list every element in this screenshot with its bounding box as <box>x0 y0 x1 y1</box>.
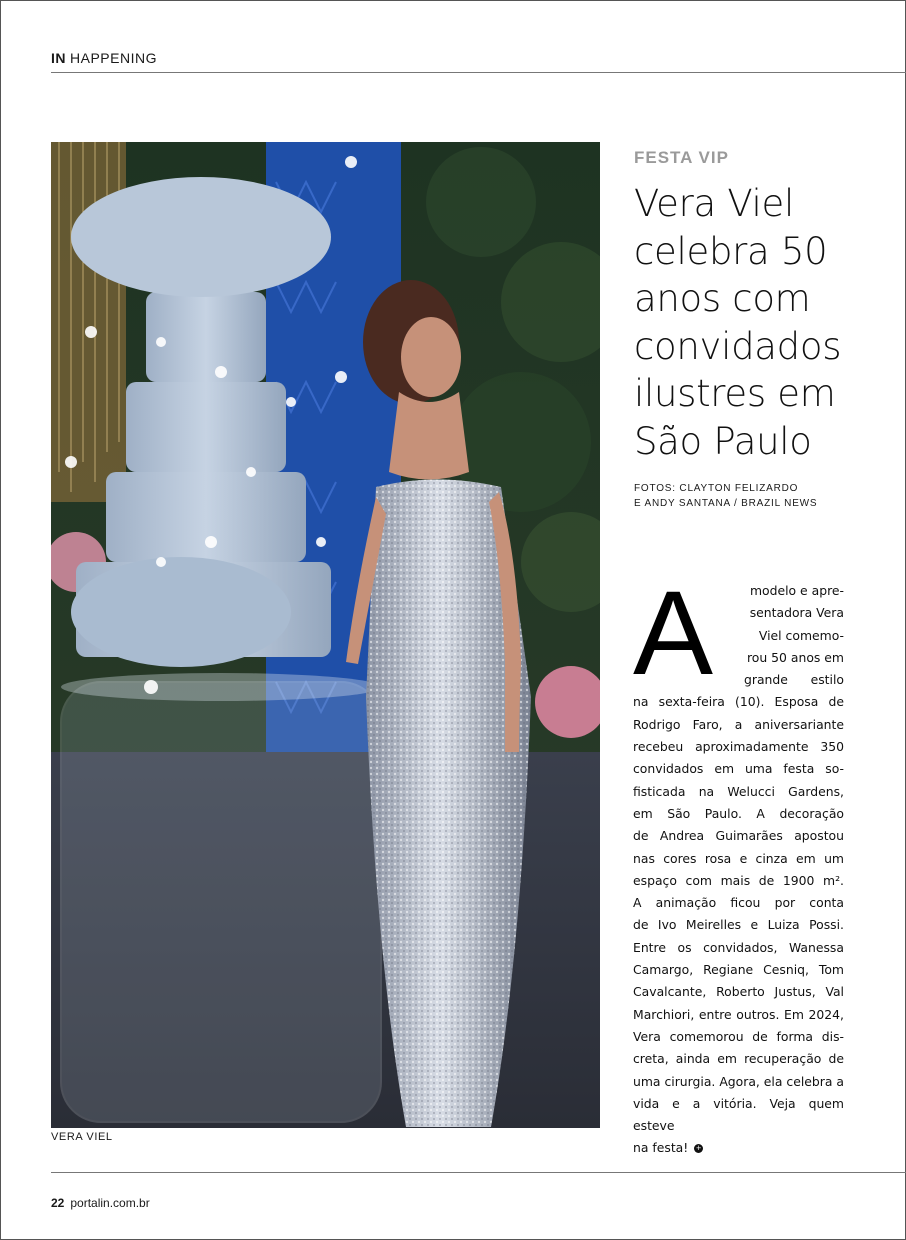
credits-line: FOTOS: CLAYTON FELIZARDO <box>634 483 799 494</box>
body-line: convidados em uma festa so- <box>633 761 844 777</box>
magazine-brand: IN <box>51 50 66 66</box>
article-headline <box>634 180 874 465</box>
body-line: rou 50 anos em <box>746 649 844 665</box>
article-body <box>633 566 844 1160</box>
body-line: em São Paulo. A decoração <box>633 805 844 821</box>
body-line: Rodrigo Faro, a aniversariante <box>633 716 844 732</box>
section-name: HAPPENING <box>70 50 157 66</box>
headline-line: anos com <box>634 277 811 320</box>
page-number: 22 <box>51 1196 65 1210</box>
plus-circle-icon: + <box>695 1144 702 1153</box>
body-line: Vera comemorou de forma dis- <box>633 1028 844 1044</box>
headline-line: convidados <box>634 324 842 368</box>
body-line: grande estilo <box>744 672 844 688</box>
footer-divider <box>51 1172 906 1173</box>
article-photo <box>51 142 600 1128</box>
photo-credits <box>634 481 817 511</box>
body-line: Marchiori, entre outros. Em 2024, <box>633 1006 844 1022</box>
body-line: A animação ficou por conta <box>633 895 844 911</box>
headline-line: São Paulo <box>634 419 812 463</box>
body-line: na festa! <box>633 1140 689 1156</box>
body-last-line <box>633 1137 844 1159</box>
photo-illustration <box>51 142 600 1128</box>
body-line: na sexta-feira (10). Esposa de <box>633 694 844 710</box>
body-line: vida e a vitória. Veja quem esteve <box>633 1095 844 1134</box>
body-line: Cavalcante, Roberto Justus, Val <box>633 984 844 1000</box>
headline-line: Vera Viel <box>634 182 794 225</box>
body-line: modelo e apre- <box>749 583 844 598</box>
headline-line: ilustres em <box>634 372 836 415</box>
body-line: fisticada na Welucci Gardens, <box>633 783 844 799</box>
body-line: sentadora Vera <box>749 605 844 621</box>
photo-caption: VERA VIEL <box>51 1131 113 1143</box>
site-url: portalin.com.br <box>70 1196 150 1210</box>
header-divider <box>51 72 906 73</box>
headline-line: celebra 50 <box>634 229 828 273</box>
body-line: de Ivo Meirelles e Luiza Possi. <box>633 917 844 933</box>
body-line: Entre os convidados, Wanessa <box>633 939 844 955</box>
body-line: Viel comemo- <box>758 627 844 643</box>
body-line: uma cirurgia. Agora, ela celebra a <box>633 1073 844 1089</box>
section-header <box>51 50 157 66</box>
body-line: de Andrea Guimarães apostou <box>633 828 844 844</box>
body-line: recebeu aproximadamente 350 <box>633 739 844 755</box>
drop-cap: A <box>633 566 714 700</box>
body-line: nas cores rosa e cinza em um <box>633 850 844 866</box>
credits-line: E ANDY SANTANA / BRAZIL NEWS <box>634 498 818 509</box>
page-footer <box>51 1196 150 1210</box>
body-line: Camargo, Regiane Cesniq, Tom <box>633 962 844 978</box>
body-line: espaço com mais de 1900 m². <box>633 872 844 888</box>
article-kicker: FESTA VIP <box>634 148 729 167</box>
body-line: creta, ainda em recuperação de <box>633 1051 844 1067</box>
